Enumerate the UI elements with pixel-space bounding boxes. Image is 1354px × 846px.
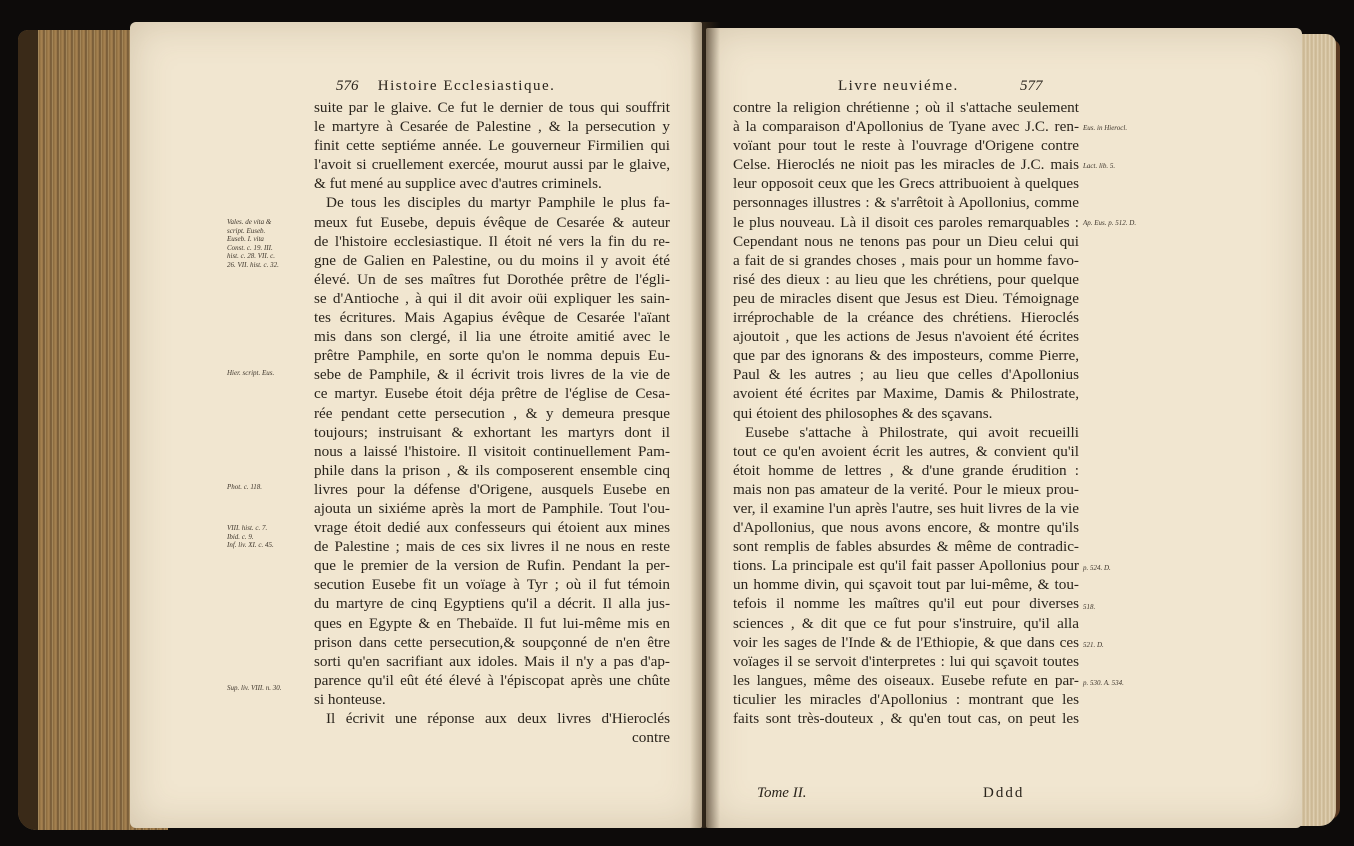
text-line: ajouta un sixiéme après la mort de Pamphile. Tout l'ou- [314, 499, 670, 517]
margin-note-line: 26. VII. hist. c. 32. [227, 260, 279, 269]
text-line: faits sont très-douteux , & qu'en tout cas, on peut les [733, 710, 1079, 727]
text-line: & fut mené au supplice avec d'autres criminels. [314, 175, 602, 193]
margin-note [1083, 219, 1163, 228]
margin-note [1083, 603, 1163, 612]
margin-note-line: Const. c. 19. III. [227, 243, 273, 252]
signature-mark: Dddd [983, 785, 1025, 801]
text-line: Paul & les autres ; au lieu que celles d'Apollonius [733, 366, 1079, 384]
text-line: livres pour la défense d'Origene, ausquels Eusebe en [314, 480, 670, 498]
text-line: suite par le glaive. Ce fut le dernier de tous qui souffrit [314, 99, 670, 116]
text-line: avoient été écrites par Maxime, Damis & Philostrate, [733, 385, 1079, 403]
text-line: ce martyr. Eusebe étoit déja prêtre de l'église de Cesa- [314, 385, 670, 403]
right-page-header [838, 78, 1043, 95]
margin-note-line: p. 524. D. [1083, 564, 1111, 572]
margin-note [1083, 564, 1163, 573]
margin-note [227, 524, 313, 550]
right-text-column [733, 98, 1079, 728]
left-page-number: 576 [336, 78, 359, 94]
text-line: le plus nouveau. Là il disoit ces paroles remarquables : [733, 213, 1079, 231]
text-line: les langues, même des oiseaux. Eusebe refute en par- [733, 671, 1079, 689]
margin-note [227, 369, 313, 378]
text-line: De tous les disciples du martyr Pamphile le plus fa- [326, 194, 670, 212]
text-line: si honteuse. [314, 690, 386, 708]
text-line: irréprochable de la créance des chrétiens. Hieroclés [733, 309, 1079, 327]
text-line: Il écrivit une réponse aux deux livres d'Hieroclés [326, 710, 670, 727]
margin-note-line: script. Euseb. [227, 226, 266, 235]
margin-note-line: Lact. lib. 5. [1083, 162, 1116, 170]
text-line: ques en Egypte & en Thebaïde. Il fut lui-même mis en [314, 614, 670, 632]
text-line: prêtre Pamphile, en sorte qu'on le nomma depuis Eu- [314, 347, 670, 365]
text-line: tefois il nomme les maîtres qu'il eut pour diverses [733, 595, 1079, 613]
page-footer [757, 785, 1047, 802]
text-line: qui étoient des philosophes & des sçavans. [733, 404, 993, 422]
text-line: que le premier de la version de Rufin. Pendant la per- [314, 557, 670, 575]
margin-note [227, 483, 313, 492]
text-line: a fait de si grandes choses , mais pour un homme favo- [733, 251, 1079, 269]
text-line: toujours; instruisant & exhortant les martyrs dont il [314, 423, 670, 441]
text-line: tout ce qu'en avoient écrit les autres, & convient qu'il [733, 442, 1079, 460]
margin-note-line: Ibid. c. 9. [227, 532, 254, 541]
text-line: sciences , & dit que ce fut pour s'instruire, qu'il alla [733, 614, 1079, 632]
text-line: phile dans la prison , & ils composerent ensemble cinq [314, 461, 670, 479]
margin-note [1083, 641, 1163, 650]
margin-note-line: 521. D. [1083, 641, 1104, 649]
catchword: contre [632, 729, 670, 747]
text-line: mis dans son clergé, il lia une étroite amitié avec le [314, 328, 670, 346]
text-line: ver, il examine l'un après l'autre, ses huit livres de la vie [733, 499, 1079, 517]
text-line: tions. La principale est qu'il fait passer Apollonius pour [733, 557, 1079, 575]
right-page-number: 577 [1020, 78, 1043, 94]
text-line: du martyre de cinq Egyptiens qu'il a décrit. Il alla jus- [314, 595, 670, 613]
text-line: voïages il se servoit d'interpretes : lui qui sçavoit toutes [733, 652, 1079, 670]
text-line: étoit homme de lettres , & d'une grande érudition : [733, 461, 1079, 479]
text-line: mais non pas amateur de la verité. Pour le mieux prou- [733, 480, 1079, 498]
margin-note-line: Phot. c. 118. [227, 483, 263, 491]
text-line: le martyre à Cesarée de Palestine , & la persecution y [314, 118, 670, 136]
text-line: tes écritures. Mais Agapius évêque de Cesarée l'aïant [314, 309, 670, 327]
text-line: l'avoit si cruellement exercée, mourut aussi par le glaive, [314, 156, 670, 174]
text-line: nous a laissé l'histoire. Il visitoit continuellement Pam- [314, 442, 670, 460]
margin-note-line: hist. c. 28. VII. c. [227, 252, 276, 261]
text-line: sorti qu'en sacrifiant aux idoles. Mais il n'y a pas d'ap- [314, 652, 670, 670]
text-line: secution Eusebe fit un voïage à Tyr ; où il fut témoin [314, 576, 670, 594]
text-line: sont remplis de fables absurdes & même de contradic- [733, 538, 1079, 556]
left-running-title: Histoire Ecclesiastique. [377, 78, 556, 94]
text-line: gne de Galien en Palestine, ou du moins il y avoit été [314, 251, 670, 269]
text-line: vrage étoit dedié aux confesseurs qui étoient aux mines [314, 519, 670, 537]
margin-note [1083, 679, 1163, 688]
margin-note-line: Ap. Eus. p. 512. D. [1083, 219, 1137, 227]
text-line: voïant pour tout le reste à l'ouvrage d'Origene contre [733, 137, 1079, 155]
margin-note-line: VIII. hist. c. 7. [227, 524, 268, 532]
text-line: peu de miracles disent que Jesus est Dieu. Témoignage [733, 289, 1079, 307]
margin-note [227, 684, 313, 693]
text-line: rée pendant cette persecution , & y demeura presque [314, 404, 670, 422]
margin-note-line: 518. [1083, 603, 1096, 611]
text-line: contre la religion chrétienne ; où il s'attache seulement [733, 99, 1079, 116]
text-line: élevé. Un de ses maîtres fut Dorothée prêtre de l'égli- [314, 270, 670, 288]
left-page-header [336, 78, 555, 95]
margin-note [1083, 162, 1163, 171]
text-line: un homme divin, qui sçavoit tout par lui-même, & tou- [733, 576, 1079, 594]
volume-label: Tome II. [757, 785, 807, 801]
text-line: finit cette septiéme année. Le gouverneur Firmilien qui [314, 137, 670, 155]
text-line: d'Apollonius, que nous avons encore, & montre qu'ils [733, 519, 1079, 537]
margin-note [1083, 124, 1163, 133]
text-line: Celse. Hieroclés ne nioit pas les miracles de J.C. mais [733, 156, 1079, 174]
text-line: prison dans cette persecution,& soupçonné de n'en être [314, 633, 670, 651]
margin-note-line: Inf. liv. XI. c. 45. [227, 541, 274, 550]
margin-note-line: p. 530. A. 534. [1083, 679, 1124, 687]
text-line: que par des ignorans & des imposteurs, comme Pierre, [733, 347, 1079, 365]
text-line: de l'histoire ecclesiastique. Il étoit né vers la fin du re- [314, 232, 670, 250]
left-cover [18, 30, 38, 830]
text-line: se d'Antioche , à qui il dit avoir oüi expliquer les sain- [314, 289, 670, 307]
text-line: parence qu'il eût été élevé à l'épiscopat après une chûte [314, 671, 670, 689]
text-line: ajoutoit , que les actions de Jesus n'avoient été écrites [733, 328, 1079, 346]
margin-note-line: Sup. liv. VIII. n. 30. [227, 684, 282, 692]
text-line: personnages illustres : & s'arrêtoit à Apollonius, comme [733, 194, 1079, 212]
text-line: Cependant nous ne tenons pas pour un Dieu celui qui [733, 232, 1079, 250]
margin-note-line: Hier. script. Eus. [227, 369, 275, 377]
text-line: risé des dieux : au lieu que les chrétiens, pour quelque [733, 270, 1079, 288]
margin-note [227, 218, 313, 270]
text-line: ticulier les miracles d'Apollonius : montrant que les [733, 690, 1079, 708]
text-line: Eusebe s'attache à Philostrate, qui avoit recueilli [745, 423, 1079, 441]
margin-note-line: Euseb. I. vita [227, 235, 264, 244]
text-line: voir les sages de l'Inde & de l'Ethiopie, & que dans ces [733, 633, 1079, 651]
text-line: sebe de Pamphile, & il écrivit trois livres de la vie de [314, 366, 670, 384]
text-line: à la comparaison d'Apollonius de Tyane avec J.C. ren- [733, 118, 1079, 136]
margin-note-line: Vales. de vita & [227, 218, 272, 226]
margin-note-line: Eus. in Hierocl. [1083, 124, 1128, 132]
text-line: meux fut Eusebe, depuis évêque de Cesarée & auteur [314, 213, 670, 231]
book-gutter [690, 22, 720, 828]
left-text-column [314, 98, 670, 747]
text-line: de Palestine ; mais de ces six livres il ne nous en reste [314, 538, 670, 556]
right-running-title: Livre neuviéme. [838, 78, 959, 94]
text-line: leur opposoit ceux que les Grecs attribuoient à quelques [733, 175, 1079, 193]
